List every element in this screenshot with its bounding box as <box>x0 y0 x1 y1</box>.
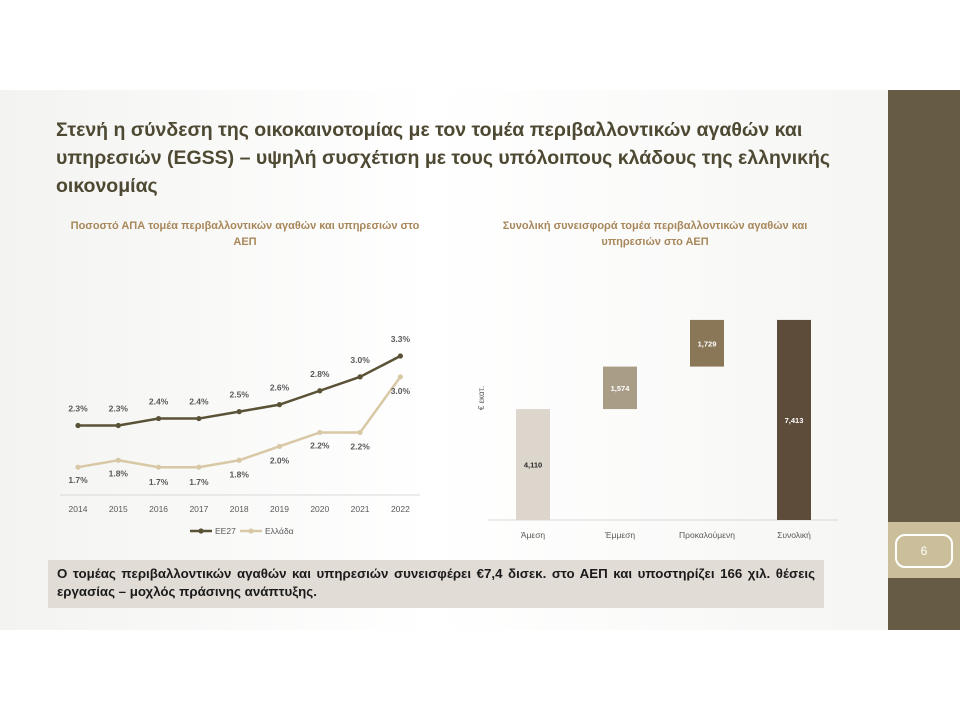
data-label: 2.0% <box>269 455 290 466</box>
data-point <box>156 465 161 470</box>
legend-marker-greece <box>248 528 253 533</box>
legend-label-eu27: ΕΕ27 <box>215 526 236 536</box>
data-point <box>277 444 282 449</box>
x-category-label: Προκαλούμενη <box>679 530 735 540</box>
x-tick-label: 2019 <box>270 504 289 514</box>
data-point <box>156 416 161 421</box>
x-category-label: Άμεση <box>520 530 546 540</box>
legend-marker-eu27 <box>198 528 203 533</box>
data-point <box>237 409 242 414</box>
callout-text: Ο τομέας περιβαλλοντικών αγαθών και υπηρεσιών συνεισφέρει €7,4 δισεκ. στο ΑΕΠ και υποστηρίζει 166 χιλ. θέσεις εργασίας – μοχλός πράσινης ανάπτυξης. <box>57 566 815 599</box>
data-label: 2.6% <box>269 382 290 393</box>
line-chart <box>50 250 430 550</box>
data-point <box>317 388 322 393</box>
data-label: 1.7% <box>148 477 169 488</box>
bar-value-label: 4,110 <box>523 460 543 470</box>
data-label: 2.2% <box>350 441 370 452</box>
data-label: 3.3% <box>390 334 411 344</box>
data-point <box>116 458 121 463</box>
data-label: 2.3% <box>108 403 128 414</box>
data-point <box>398 353 403 358</box>
data-label: 2.4% <box>189 396 209 407</box>
data-point <box>358 374 363 379</box>
data-label: 3.0% <box>350 354 370 365</box>
x-tick-label: 2022 <box>390 504 410 514</box>
bar-chart-title: Συνολική συνεισφορά τομέα περιβαλλοντικών αγαθών και υπηρεσιών στο ΑΕΠ <box>502 220 808 248</box>
x-tick-label: 2017 <box>189 504 209 514</box>
data-label: 1.8% <box>108 468 128 479</box>
data-label: 1.7% <box>68 475 88 486</box>
data-point <box>75 423 80 428</box>
x-tick-label: 2021 <box>350 504 370 514</box>
data-label: 2.8% <box>310 368 330 379</box>
data-label: 1.7% <box>189 477 209 488</box>
x-tick-label: 2015 <box>108 504 128 514</box>
line-chart-title: Ποσοστό ΑΠΑ τομέα περιβαλλοντικών αγαθών και υπηρεσιών στο ΑΕΠ <box>70 220 420 248</box>
x-tick-label: 2014 <box>68 504 88 514</box>
callout-box <box>48 560 824 608</box>
x-tick-label: 2018 <box>229 504 249 514</box>
bar-chart <box>470 250 850 550</box>
data-label: 1.8% <box>229 469 249 480</box>
data-point <box>358 430 363 435</box>
data-label: 3.0% <box>390 385 411 396</box>
data-point <box>237 458 242 463</box>
legend-label-greece: Ελλάδα <box>265 526 294 536</box>
data-point <box>116 423 121 428</box>
x-category-label: Συνολική <box>777 530 811 540</box>
slide-title: Στενή η σύνδεση της οικοκαινοτομίας με τον τομέα περιβαλλοντικών αγαθών και υπηρεσιών (EGSS) – υψηλή συσχέτιση με τους υπόλοιπους κλάδους της ελληνικής οικονομίας <box>56 119 831 197</box>
data-label: 2.5% <box>229 389 249 400</box>
x-tick-label: 2016 <box>149 504 169 514</box>
x-category-label: Έμμεση <box>604 530 636 540</box>
data-label: 2.3% <box>68 403 88 414</box>
data-point <box>196 416 201 421</box>
y-axis-label: € εκατ. <box>477 385 486 411</box>
x-tick-label: 2020 <box>310 504 330 514</box>
data-point <box>75 465 80 470</box>
data-label: 2.4% <box>148 396 169 407</box>
bar-value-label: 1,574 <box>610 383 630 393</box>
data-point <box>277 402 282 407</box>
data-point <box>398 374 403 379</box>
page-number: 6 <box>920 544 928 558</box>
data-point <box>196 465 201 470</box>
data-point <box>317 430 322 435</box>
bar-value-label: 1,729 <box>697 339 717 349</box>
bar-value-label: 7,413 <box>784 415 804 425</box>
data-label: 2.2% <box>310 440 330 451</box>
